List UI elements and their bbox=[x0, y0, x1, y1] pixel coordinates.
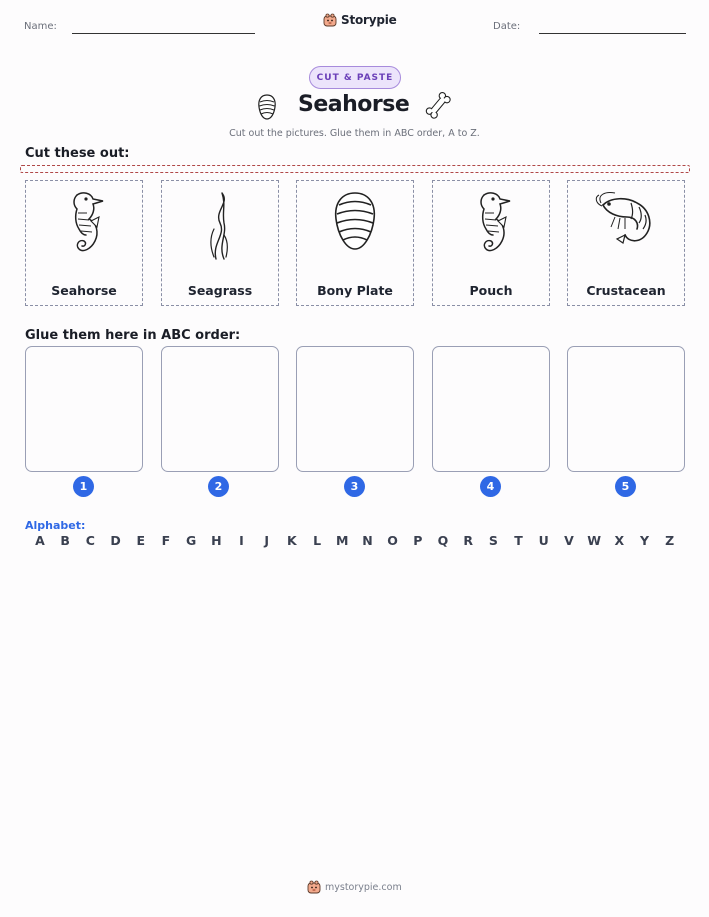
alphabet-letter: C bbox=[85, 533, 95, 548]
card-label: Bony Plate bbox=[317, 283, 393, 298]
name-field[interactable] bbox=[72, 33, 255, 34]
order-number-5: 5 bbox=[615, 476, 636, 497]
worksheet-header bbox=[0, 0, 709, 50]
glue-section-heading: Glue them here in ABC order: bbox=[25, 328, 241, 343]
brand-name: Storypie bbox=[341, 13, 397, 27]
name-label: Name: bbox=[24, 21, 57, 32]
alphabet-letter: Q bbox=[437, 533, 449, 548]
alphabet-letter: W bbox=[587, 533, 602, 548]
bony-plate-icon bbox=[330, 189, 380, 255]
alphabet-letter: O bbox=[387, 533, 398, 548]
alphabet-letter: Z bbox=[665, 533, 675, 548]
alphabet-letter: A bbox=[35, 533, 45, 548]
worksheet-type-badge: CUT & PASTE bbox=[309, 66, 401, 89]
alphabet-label: Alphabet: bbox=[25, 519, 86, 532]
order-number-2: 2 bbox=[208, 476, 229, 497]
page-title: Seahorse bbox=[298, 92, 410, 117]
cut-card-pouch[interactable] bbox=[432, 180, 550, 306]
bone-icon bbox=[424, 91, 454, 121]
card-label: Crustacean bbox=[586, 283, 666, 298]
alphabet-letter: G bbox=[185, 533, 197, 548]
cut-line bbox=[20, 165, 690, 173]
alphabet-letter: P bbox=[413, 533, 423, 548]
glue-box-5[interactable] bbox=[567, 346, 685, 472]
alphabet-letter: B bbox=[60, 533, 70, 548]
brand-logo bbox=[323, 13, 397, 27]
alphabet-letter: D bbox=[110, 533, 121, 548]
pouch-seahorse-icon bbox=[466, 189, 516, 265]
date-label: Date: bbox=[493, 21, 521, 32]
order-number-1: 1 bbox=[73, 476, 94, 497]
alphabet-letter: I bbox=[239, 533, 244, 548]
title-row bbox=[0, 90, 709, 124]
storypie-mascot-icon bbox=[307, 880, 321, 894]
glue-box-4[interactable] bbox=[432, 346, 550, 472]
cut-section-heading: Cut these out: bbox=[25, 146, 130, 161]
instructions: Cut out the pictures. Glue them in ABC order, A to Z. bbox=[229, 128, 480, 139]
alphabet-letter: M bbox=[336, 533, 349, 548]
glue-box-2[interactable] bbox=[161, 346, 279, 472]
seagrass-icon bbox=[200, 189, 240, 265]
alphabet-letter: T bbox=[514, 533, 523, 548]
date-field[interactable] bbox=[539, 33, 686, 34]
cut-card-crustacean[interactable] bbox=[567, 180, 685, 306]
alphabet-letter: E bbox=[136, 533, 146, 548]
alphabet-letter: N bbox=[362, 533, 373, 548]
alphabet-letter: S bbox=[488, 533, 498, 548]
alphabet-letter: J bbox=[264, 533, 270, 548]
bony-plate-icon bbox=[256, 93, 278, 121]
alphabet-letter: Y bbox=[639, 533, 650, 548]
seahorse-icon bbox=[59, 189, 109, 265]
footer-site-link[interactable]: mystorypie.com bbox=[325, 881, 402, 893]
alphabet-letter: V bbox=[564, 533, 574, 548]
alphabet-letter: X bbox=[614, 533, 625, 548]
alphabet-letter: K bbox=[287, 533, 297, 548]
alphabet-letter: L bbox=[313, 533, 322, 548]
cut-card-seahorse[interactable] bbox=[25, 180, 143, 306]
cut-card-bony-plate[interactable] bbox=[296, 180, 414, 306]
glue-box-1[interactable] bbox=[25, 346, 143, 472]
glue-box-3[interactable] bbox=[296, 346, 414, 472]
footer bbox=[307, 880, 402, 894]
alphabet-letter: R bbox=[463, 533, 473, 548]
order-number-3: 3 bbox=[344, 476, 365, 497]
card-label: Seagrass bbox=[187, 283, 253, 298]
alphabet-letter: U bbox=[538, 533, 549, 548]
alphabet-letter: F bbox=[161, 533, 171, 548]
shrimp-icon bbox=[593, 189, 659, 255]
alphabet-letter: H bbox=[211, 533, 222, 548]
storypie-mascot-icon bbox=[323, 13, 337, 27]
card-label: Seahorse bbox=[51, 283, 117, 298]
alphabet-row bbox=[25, 533, 685, 551]
card-label: Pouch bbox=[469, 283, 513, 298]
order-number-4: 4 bbox=[480, 476, 501, 497]
cut-card-seagrass[interactable] bbox=[161, 180, 279, 306]
